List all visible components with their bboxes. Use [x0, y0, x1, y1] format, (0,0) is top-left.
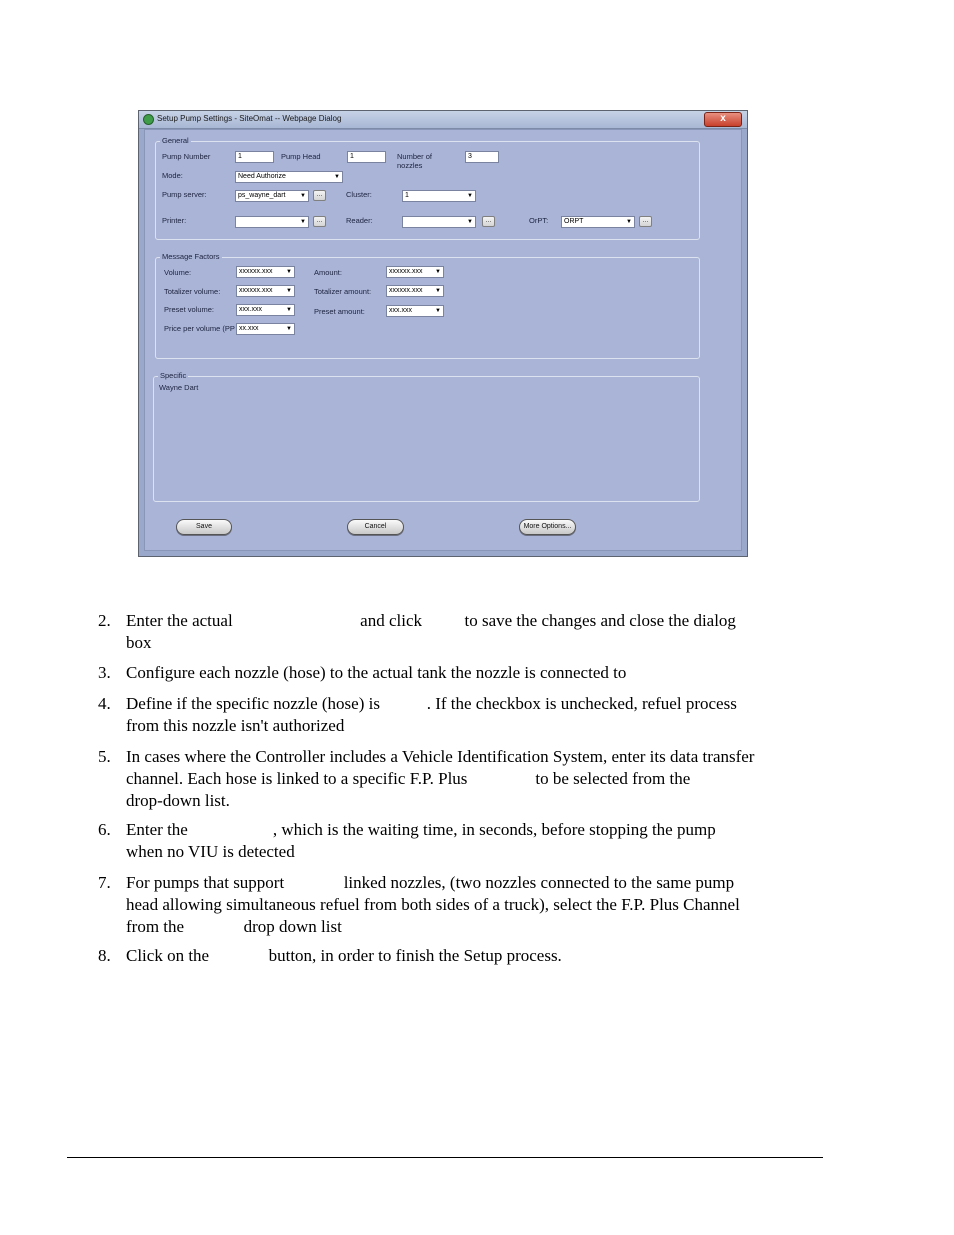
orpt-select[interactable] — [561, 216, 635, 228]
preset-amount-select-value: xxx.xxx — [389, 307, 412, 314]
step-line: Click on the button, in order to finish the Setup process. — [126, 946, 562, 965]
totalizer-amount-select[interactable] — [386, 285, 444, 297]
printer-label: Printer: — [162, 216, 187, 225]
dialog-title: Setup Pump Settings - SiteOmat -- Webpage Dialog — [157, 114, 342, 123]
step-line: Define if the specific nozzle (hose) is . If the checkbox is unchecked, refuel process — [126, 694, 737, 713]
volume-label: Volume: — [164, 268, 192, 277]
dialog-titlebar — [139, 111, 747, 129]
specific-legend: Specific — [160, 371, 187, 380]
orpt-label: OrPT: — [529, 216, 549, 225]
cluster-label: Cluster: — [346, 190, 372, 199]
save-button[interactable]: Save — [176, 519, 232, 535]
step-line: box — [126, 633, 152, 652]
preset-amount-select[interactable] — [386, 305, 444, 317]
chevron-down-icon: ▼ — [300, 219, 306, 225]
chevron-down-icon: ▼ — [334, 174, 340, 180]
totalizer-amount-label: Totalizer amount: — [314, 287, 372, 296]
step-number: 7. — [98, 873, 111, 892]
cluster-select[interactable] — [402, 190, 476, 202]
app-icon — [143, 114, 154, 125]
close-button[interactable]: x — [704, 112, 742, 127]
chevron-down-icon: ▼ — [467, 219, 473, 225]
chevron-down-icon: ▼ — [286, 269, 292, 275]
chevron-down-icon: ▼ — [435, 308, 441, 314]
chevron-down-icon: ▼ — [435, 269, 441, 275]
step-text — [126, 945, 826, 967]
nozzles-label: Number of — [397, 152, 433, 161]
pump-server-browse-button[interactable]: ... — [313, 190, 326, 201]
orpt-select-value: ORPT — [564, 218, 584, 225]
printer-browse-button[interactable]: ... — [313, 216, 326, 227]
step-text — [126, 819, 826, 863]
chevron-down-icon: ▼ — [286, 288, 292, 294]
reader-browse-button[interactable]: ... — [482, 216, 495, 227]
chevron-down-icon: ▼ — [626, 219, 632, 225]
price-per-volume-label: Price per volume (PP — [164, 324, 235, 333]
mode-label: Mode: — [162, 171, 183, 180]
specific-content: Wayne Dart — [159, 383, 199, 392]
step-line: Enter the actual and click to save the changes and close the dialog — [126, 611, 736, 630]
preset-amount-label: Preset amount: — [314, 307, 365, 316]
step-line: from the drop down list — [126, 917, 342, 936]
step-number: 2. — [98, 611, 111, 630]
mode-select[interactable] — [235, 171, 343, 183]
message-factors-group — [155, 252, 700, 359]
dialog-body — [144, 129, 742, 551]
step-text — [126, 662, 826, 684]
volume-select[interactable] — [236, 266, 295, 278]
step-number: 8. — [98, 946, 111, 965]
step-line: Enter the , which is the waiting time, in seconds, before stopping the pump — [126, 820, 716, 839]
step-line: channel. Each hose is linked to a specific F.P. Plus to be selected from the — [126, 769, 691, 788]
pump-server-select-value: ps_wayne_dart — [238, 192, 286, 199]
pump-head-input[interactable]: 1 — [347, 151, 386, 163]
reader-label: Reader: — [346, 216, 373, 225]
step-text — [126, 872, 826, 938]
mode-select-value: Need Authorize — [238, 173, 286, 180]
specific-group — [153, 371, 700, 502]
pump-number-input[interactable]: 1 — [235, 151, 274, 163]
amount-select[interactable] — [386, 266, 444, 278]
totalizer-volume-label: Totalizer volume: — [164, 287, 221, 296]
step-number: 5. — [98, 747, 111, 766]
step-line: Configure each nozzle (hose) to the actual tank the nozzle is connected to — [126, 663, 627, 682]
step-line: drop-down list. — [126, 791, 230, 810]
cancel-button[interactable]: Cancel — [347, 519, 404, 535]
setup-pump-settings-dialog — [138, 110, 748, 557]
pump-server-label: Pump server: — [162, 190, 207, 199]
preset-volume-label: Preset volume: — [164, 305, 215, 314]
totalizer-amount-select-value: xxxxxx.xxx — [389, 287, 423, 294]
chevron-down-icon: ▼ — [467, 193, 473, 199]
chevron-down-icon: ▼ — [286, 307, 292, 313]
price-per-volume-select-value: xx.xxx — [239, 325, 259, 332]
pump-server-select[interactable] — [235, 190, 309, 202]
general-group — [155, 136, 700, 240]
step-line: In cases where the Controller includes a Vehicle Identification System, enter its data transfer — [126, 747, 755, 766]
chevron-down-icon: ▼ — [286, 326, 292, 332]
footer-divider — [67, 1157, 823, 1158]
amount-select-value: xxxxxx.xxx — [389, 268, 423, 275]
chevron-down-icon: ▼ — [435, 288, 441, 294]
preset-volume-select[interactable] — [236, 304, 295, 316]
step-text — [126, 693, 826, 737]
step-text — [126, 746, 826, 812]
pump-head-label: Pump Head — [281, 152, 321, 161]
step-number: 6. — [98, 820, 111, 839]
totalizer-volume-select[interactable] — [236, 285, 295, 297]
step-line: For pumps that support linked nozzles, (two nozzles connected to the same pump — [126, 873, 735, 892]
amount-label: Amount: — [314, 268, 342, 277]
step-line: when no VIU is detected — [126, 842, 295, 861]
preset-volume-select-value: xxx.xxx — [239, 306, 262, 313]
volume-select-value: xxxxxx.xxx — [239, 268, 273, 275]
price-per-volume-select[interactable] — [236, 323, 295, 335]
step-text — [126, 610, 826, 654]
step-number: 4. — [98, 694, 111, 713]
step-line: from this nozzle isn't authorized — [126, 716, 345, 735]
step-number: 3. — [98, 663, 111, 682]
nozzles-input[interactable]: 3 — [465, 151, 499, 163]
message-factors-legend: Message Factors — [162, 252, 220, 261]
step-line: head allowing simultaneous refuel from both sides of a truck), select the F.P. Plus Channel — [126, 895, 740, 914]
more-options-button[interactable]: More Options... — [519, 519, 576, 535]
orpt-browse-button[interactable]: ... — [639, 216, 652, 227]
totalizer-volume-select-value: xxxxxx.xxx — [239, 287, 273, 294]
pump-number-label: Pump Number — [162, 152, 211, 161]
cluster-select-value: 1 — [405, 192, 409, 199]
nozzles-label-line2: nozzles — [397, 161, 423, 170]
chevron-down-icon: ▼ — [300, 193, 306, 199]
printer-select[interactable] — [235, 216, 309, 228]
reader-select[interactable] — [402, 216, 476, 228]
general-legend: General — [162, 136, 189, 145]
